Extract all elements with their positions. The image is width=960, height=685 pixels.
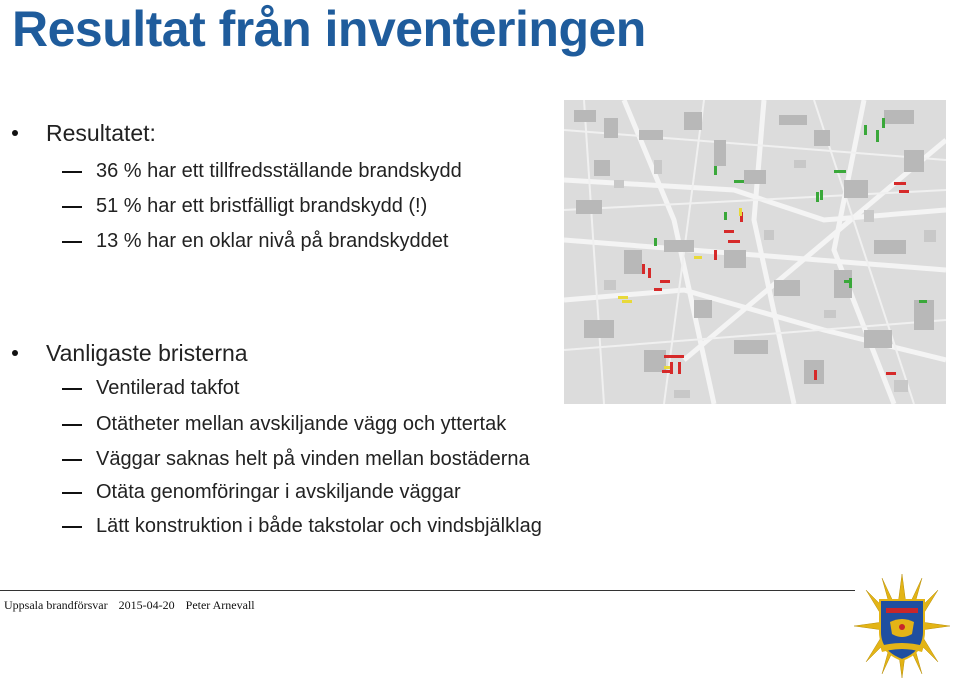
- footer-organization: Uppsala brandförsvar: [4, 598, 108, 612]
- footer-date: 2015-04-20: [118, 598, 175, 612]
- dash-icon: [62, 526, 82, 528]
- deficiency-item: Lätt konstruktion i både takstolar och vindsbjälklag: [62, 515, 542, 538]
- result-item: 36 % har ett tillfredsställande brandskydd: [62, 160, 462, 183]
- results-heading: [12, 120, 156, 147]
- inventory-map: [564, 100, 946, 404]
- footer: [4, 598, 263, 613]
- deficiency-item: Väggar saknas helt på vinden mellan bostäderna: [62, 448, 530, 471]
- fire-department-emblem-icon: [852, 572, 952, 680]
- dash-icon: [62, 171, 82, 173]
- slide-title: Resultat från inventeringen: [12, 1, 646, 57]
- dash-icon: [62, 241, 82, 243]
- dash-icon: [62, 459, 82, 461]
- footer-author: Peter Arnevall: [185, 598, 255, 612]
- dash-icon: [62, 388, 82, 390]
- footer-divider: [0, 590, 855, 591]
- dash-icon: [62, 206, 82, 208]
- deficiency-item: Ventilerad takfot: [62, 377, 239, 400]
- deficiency-item: Otäta genomföringar i avskiljande väggar: [62, 481, 461, 504]
- dash-icon: [62, 424, 82, 426]
- bullet-icon: [12, 130, 18, 136]
- deficiency-item: Otätheter mellan avskiljande vägg och yttertak: [62, 413, 506, 436]
- bullet-icon: [12, 350, 18, 356]
- dash-icon: [62, 492, 82, 494]
- results-heading-text: Resultatet:: [46, 120, 156, 146]
- deficiencies-heading-text: Vanligaste bristerna: [46, 340, 248, 366]
- result-item: 13 % har en oklar nivå på brandskyddet: [62, 230, 448, 253]
- deficiencies-heading: [12, 340, 248, 367]
- result-item: 51 % har ett bristfälligt brandskydd (!): [62, 195, 427, 218]
